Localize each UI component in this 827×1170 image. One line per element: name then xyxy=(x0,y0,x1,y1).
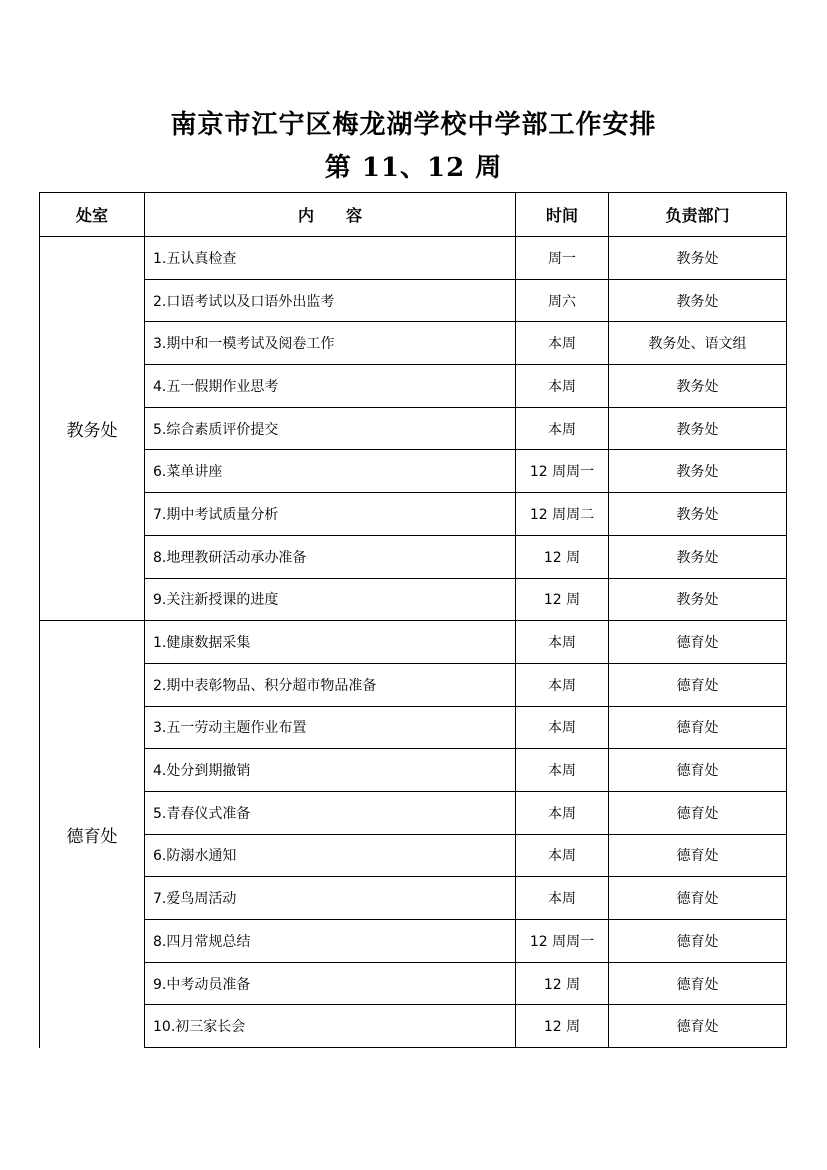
dept-cell: 教务处 xyxy=(609,493,787,536)
table-row xyxy=(40,749,787,792)
time-cell: 12 周 xyxy=(516,962,609,1005)
table-row xyxy=(40,322,787,365)
document-title: 南京市江宁区梅龙湖学校中学部工作安排 xyxy=(170,110,657,140)
header-content: 内 容 xyxy=(145,193,516,237)
dept-cell: 德育处 xyxy=(609,749,787,792)
dept-cell: 德育处 xyxy=(609,706,787,749)
table-body xyxy=(40,237,787,1048)
time-cell: 12 周周一 xyxy=(516,920,609,963)
content-cell: 7.爱鸟周活动 xyxy=(145,877,516,920)
schedule-table xyxy=(39,192,787,1048)
table-row xyxy=(40,920,787,963)
dept-cell: 教务处 xyxy=(609,237,787,280)
content-cell: 10.初三家长会 xyxy=(145,1005,516,1048)
table-row xyxy=(40,493,787,536)
time-cell: 周六 xyxy=(516,279,609,322)
content-cell: 3.期中和一模考试及阅卷工作 xyxy=(145,322,516,365)
content-cell: 8.地理教研活动承办准备 xyxy=(145,535,516,578)
document-subtitle-week: 第 11、12 周 xyxy=(324,153,503,183)
time-cell: 本周 xyxy=(516,365,609,408)
table-row xyxy=(40,578,787,621)
header-dept: 负责部门 xyxy=(609,193,787,237)
table-row xyxy=(40,877,787,920)
dept-cell: 德育处 xyxy=(609,877,787,920)
time-cell: 本周 xyxy=(516,322,609,365)
content-cell: 9.关注新授课的进度 xyxy=(145,578,516,621)
dept-cell: 教务处 xyxy=(609,279,787,322)
dept-cell: 教务处 xyxy=(609,578,787,621)
time-cell: 本周 xyxy=(516,663,609,706)
dept-cell: 德育处 xyxy=(609,621,787,664)
dept-cell: 德育处 xyxy=(609,962,787,1005)
content-cell: 5.青春仪式准备 xyxy=(145,791,516,834)
table-row xyxy=(40,407,787,450)
content-cell: 3.五一劳动主题作业布置 xyxy=(145,706,516,749)
dept-cell: 教务处 xyxy=(609,407,787,450)
dept-cell: 教务处、语文组 xyxy=(609,322,787,365)
time-cell: 12 周 xyxy=(516,1005,609,1048)
time-cell: 12 周周二 xyxy=(516,493,609,536)
table-row xyxy=(40,279,787,322)
table-row xyxy=(40,834,787,877)
table-row xyxy=(40,237,787,280)
time-cell: 本周 xyxy=(516,621,609,664)
content-cell: 6.菜单讲座 xyxy=(145,450,516,493)
content-cell: 8.四月常规总结 xyxy=(145,920,516,963)
content-cell: 5.综合素质评价提交 xyxy=(145,407,516,450)
table-row xyxy=(40,791,787,834)
header-office: 处室 xyxy=(40,193,145,237)
table-header-row xyxy=(40,193,787,237)
time-cell: 12 周 xyxy=(516,535,609,578)
content-cell: 2.期中表彰物品、积分超市物品准备 xyxy=(145,663,516,706)
time-cell: 本周 xyxy=(516,706,609,749)
content-cell: 4.处分到期撤销 xyxy=(145,749,516,792)
time-cell: 本周 xyxy=(516,877,609,920)
dept-cell: 教务处 xyxy=(609,365,787,408)
office-cell: 德育处 xyxy=(40,621,145,1048)
time-cell: 本周 xyxy=(516,749,609,792)
header-time: 时间 xyxy=(516,193,609,237)
content-cell: 7.期中考试质量分析 xyxy=(145,493,516,536)
content-cell: 9.中考动员准备 xyxy=(145,962,516,1005)
time-cell: 12 周周一 xyxy=(516,450,609,493)
content-cell: 4.五一假期作业思考 xyxy=(145,365,516,408)
table-row xyxy=(40,365,787,408)
content-cell: 6.防溺水通知 xyxy=(145,834,516,877)
time-cell: 本周 xyxy=(516,834,609,877)
table-row xyxy=(40,450,787,493)
content-cell: 2.口语考试以及口语外出监考 xyxy=(145,279,516,322)
dept-cell: 德育处 xyxy=(609,663,787,706)
time-cell: 12 周 xyxy=(516,578,609,621)
dept-cell: 德育处 xyxy=(609,1005,787,1048)
table-row xyxy=(40,535,787,578)
table-row xyxy=(40,1005,787,1048)
dept-cell: 德育处 xyxy=(609,834,787,877)
table-row xyxy=(40,706,787,749)
time-cell: 本周 xyxy=(516,791,609,834)
dept-cell: 德育处 xyxy=(609,920,787,963)
time-cell: 本周 xyxy=(516,407,609,450)
office-cell: 教务处 xyxy=(40,237,145,621)
table-row xyxy=(40,663,787,706)
dept-cell: 教务处 xyxy=(609,450,787,493)
content-cell: 1.五认真检查 xyxy=(145,237,516,280)
table-row xyxy=(40,962,787,1005)
dept-cell: 教务处 xyxy=(609,535,787,578)
table-row xyxy=(40,621,787,664)
time-cell: 周一 xyxy=(516,237,609,280)
dept-cell: 德育处 xyxy=(609,791,787,834)
content-cell: 1.健康数据采集 xyxy=(145,621,516,664)
